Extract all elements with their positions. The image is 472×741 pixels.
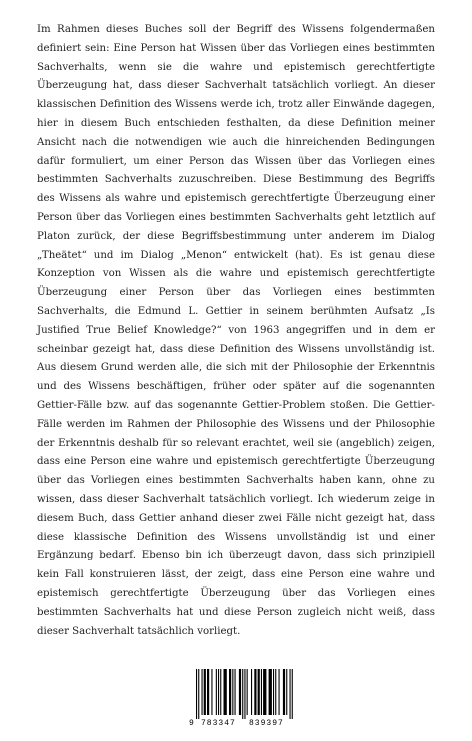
barcode-bar xyxy=(290,669,291,719)
barcode-bar xyxy=(239,669,241,715)
barcode-digits-left: 783347 xyxy=(201,719,236,727)
blurb-paragraph: Im Rahmen dieses Buches soll der Begriff des Wissens folgendermaßen definiert sein: Eine Person hat Wissen über das Vorliegen eines bestimmten Sachverhalts, wenn sie die wahre und epistemisch gerechtfertigte Überzeugung hat, dass dieser Sachverhalt tatsächlich vorliegt. An dieser klassischen Definition des Wissens werde ich, trotz aller Einwände dagegen, hier in diesem Buch entschieden festhalten, da diese Definition meiner Ansicht nach die notwendigen wie auch die hinreichenden Bedingungen dafür formuliert, um einer Person das Wissen über das Vorliegen eines bestimmten Sachverhalts zuzuschreiben. Diese Bestimmung des Begriffs des Wissens als wahre und epistemisch gerechtfertigte Überzeugung einer Person über das Vorliegen eines bestimmten Sachverhalts geht letztlich auf Platon zurück, der diese Begriffsbestimmung unter anderem im Dialog „Theätet“ und im Dialog „Menon“ entwickelt (hat). Es ist genau diese Konzeption von Wissen als die wahre und epistemisch gerechtfertigte Überzeugung einer Person über das Vorliegen eines bestimmten Sachverhalts, die Edmund L. Gettier in seinem berühmten Aufsatz „Is Justified True Belief Knowledge?“ von 1963 angegriffen und in dem er scheinbar gezeigt hat, dass diese Definition des Wissens unvollständig ist. Aus diesem Grund werden alle, die sich mit der Philosophie der Erkenntnis und des Wissens beschäftigen, früher oder später auf die sogenannten Gettier-Fälle bzw. auf das sogenannte Gettier-Problem stoßen. Die Gettier-Fälle werden im Rahmen der Philosophie des Wissens und der Philosophie der Erkenntnis deshalb für so relevant erachtet, weil sie (angeblich) zeigen, dass eine Person eine wahre und epistemisch gerechtfertigte Überzeugung über das Vorliegen eines bestimmten Sachverhalts haben kann, ohne zu wissen, dass dieser Sachverhalt tatsächlich vorliegt. Ich wiederum zeige in diesem Buch, dass Gettier anhand dieser zwei Fälle nicht gezeigt hat, dass diese klassische Definition des Wissens unvollständig ist und einer Ergänzung bedarf. Ebenso bin ich überzeugt davon, dass sich prinzipiell kein Fall konstruieren lässt, der zeigt, dass eine Person eine wahre und epistemisch gerechtfertigte Überzeugung über das Vorliegen eines bestimmten Sachverhalts hat und diese Person zugleich nicht weiß, dass dieser Sachverhalt tatsächlich vorliegt. xyxy=(37,24,435,637)
isbn-barcode xyxy=(185,667,301,727)
barcode-bar xyxy=(263,669,266,715)
barcode-bar xyxy=(216,669,217,715)
barcode-bar xyxy=(229,669,231,715)
barcode-bar xyxy=(283,669,285,715)
barcode-bar xyxy=(204,669,206,715)
barcode-bar xyxy=(242,669,243,719)
barcode-bar xyxy=(292,669,293,719)
barcode-bar xyxy=(211,669,212,715)
barcode-bar xyxy=(196,669,197,719)
barcode-bar xyxy=(258,669,260,715)
barcode-bar xyxy=(202,669,203,715)
barcode-bar xyxy=(279,669,280,715)
barcode-bar xyxy=(198,669,199,719)
barcode-graphic xyxy=(185,667,301,727)
barcode-bar xyxy=(235,669,236,715)
barcode-bar xyxy=(286,669,287,715)
barcode-bar xyxy=(254,669,256,715)
barcode-bar xyxy=(275,669,276,715)
barcode-bar xyxy=(261,669,262,715)
barcode-bar xyxy=(220,669,221,715)
barcode-bar xyxy=(251,669,252,715)
barcode-bar xyxy=(269,669,272,715)
barcode-digits-right: 839397 xyxy=(249,719,284,727)
barcode-bar xyxy=(232,669,233,715)
barcode-bar xyxy=(224,669,227,715)
barcode-bar xyxy=(218,669,219,715)
barcode-bar xyxy=(273,669,274,715)
barcode-digit-first: 9 xyxy=(189,719,194,727)
barcode-bar xyxy=(247,669,248,715)
barcode-bar xyxy=(207,669,209,715)
barcode-bar xyxy=(244,669,245,719)
